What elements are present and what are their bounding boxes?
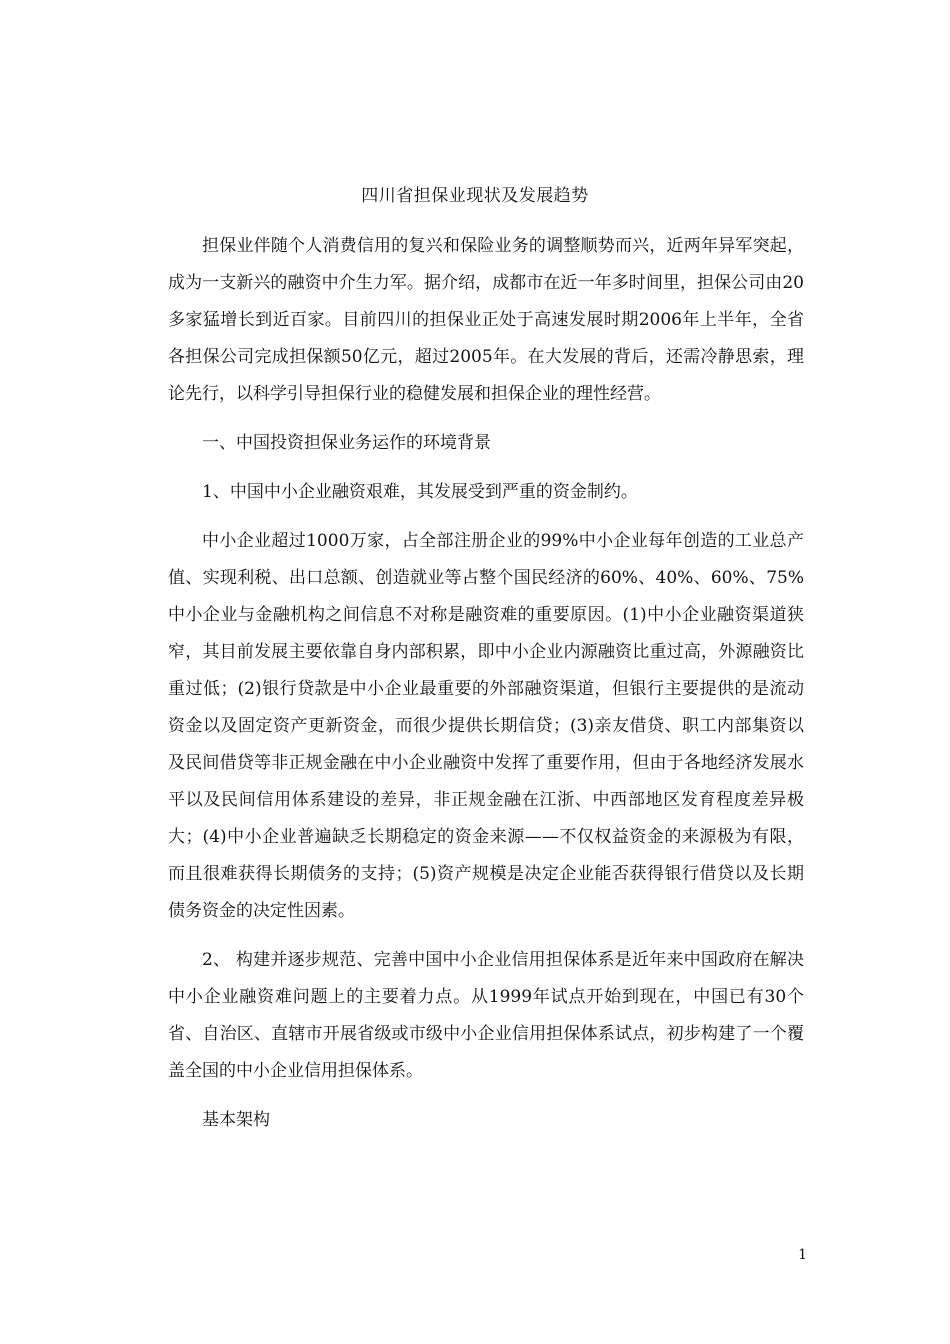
credit-guarantee-paragraph: 2、 构建并逐步规范、完善中国中小企业信用担保体系是近年来中国政府在解决中小企业融资难问题上的主要着力点。从1999年试点开始到现在，中国已有30个省、自治区、直辖市开展省级或市级中小企业信用担保体系试点，初步构建了一个覆盖全国的中小企业信用担保体系。 [168,950,804,1081]
page-number: 1 [798,1247,807,1263]
section-heading-1: 一、中国投资担保业务运作的环境背景 [202,433,491,453]
sme-financing-paragraph: 中小企业超过1000万家，占全部注册企业的99%中小企业每年创造的工业总产值、实现利税、出口总额、创造就业等占整个国民经济的60%、40%、60%、75%中小企业与金融机构之间信息不对称是融资难的重要原因。(1)中小企业融资渠道狭窄，其目前发展主要依靠自身内部积累，即中小企业内源融资比重过高，外源融资比重过低；(2)银行贷款是中小企业最重要的外部融资渠道，但银行主要提供的是流动资金以及固定资产更新资金，而很少提供长期信贷；(3)亲友借贷、职工内部集资以及民间借贷等非正规金融在中小企业融资中发挥了重要作用，但由于各地经济发展水平以及民间信用体系建设的差异，非正规金融在江浙、中西部地区发育程度差异极大；(4)中小企业普遍缺乏长期稳定的资金来源——不仅权益资金的来源极为有限，而且很难获得长期债务的支持；(5)资产规模是决定企业能否获得银行借贷以及长期债务资金的决定性因素。 [168,531,804,921]
document-title: 四川省担保业现状及发展趋势 [361,186,589,206]
subsection-heading-1: 1、中国中小企业融资艰难，其发展受到严重的资金制约。 [202,482,638,502]
document-body [168,228,804,1151]
basic-structure-heading: 基本架构 [202,1110,270,1130]
intro-paragraph: 担保业伴随个人消费信用的复兴和保险业务的调整顺势而兴，近两年异军突起，成为一支新兴的融资中介生力军。据介绍，成都市在近一年多时间里，担保公司由20多家猛增长到近百家。目前四川的担保业正处于高速发展时期2006年上半年，全省各担保公司完成担保额50亿元，超过2005年。在大发展的背后，还需冷静思索，理论先行，以科学引导担保行业的稳健发展和担保企业的理性经营。 [168,236,804,404]
